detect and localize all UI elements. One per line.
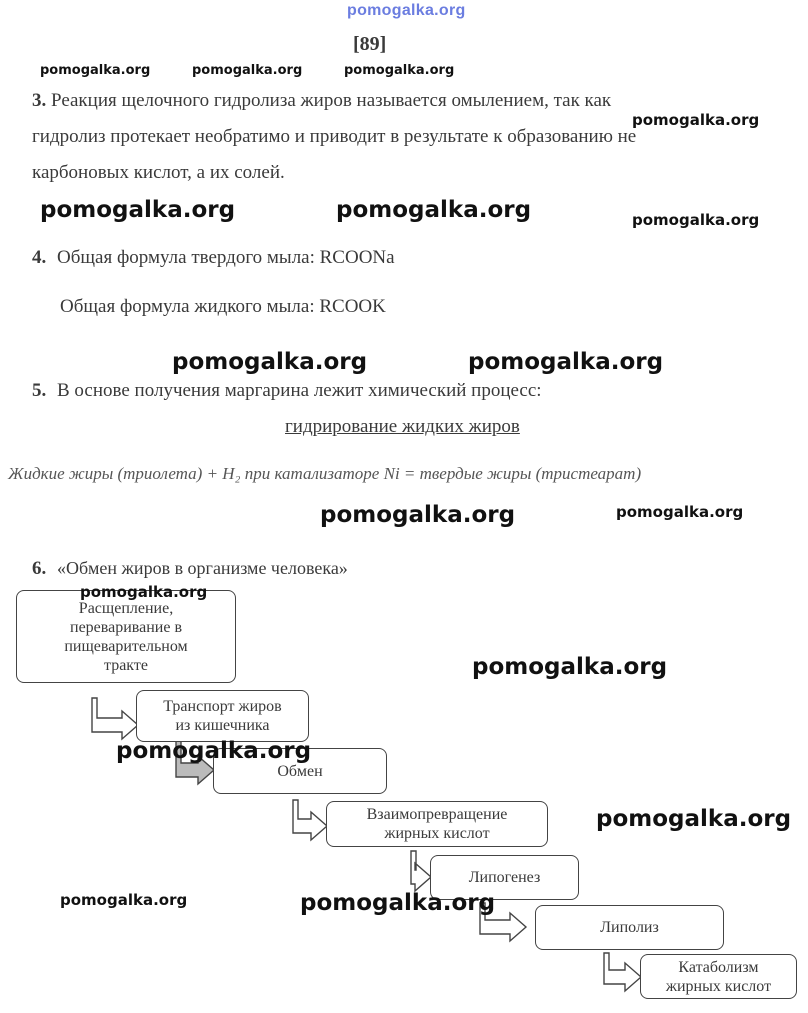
q4-number: 4. [32,247,47,268]
watermark: pomogalka.org [40,197,236,223]
watermark: pomogalka.org [116,738,312,764]
watermark: pomogalka.org [336,197,532,223]
site-header-link[interactable]: pomogalka.org [347,2,466,19]
watermark: pomogalka.org [60,891,188,909]
flow-step-label: Липолиз [600,919,659,936]
watermark: pomogalka.org [344,63,455,78]
watermark: pomogalka.org [468,349,664,375]
watermark: pomogalka.org [632,111,760,129]
flow-step-label: Катаболизм жирных кислот [665,958,772,995]
q3-text-line2: гидролиз протекает необратимо и приводит в результате к образованию не [32,126,637,147]
flow-arrow [92,698,138,739]
watermark: pomogalka.org [172,349,368,375]
q5-number: 5. [32,380,47,401]
watermark: pomogalka.org [80,583,208,601]
q5-answer: гидрирование жидких жиров [285,416,520,437]
q4-text-line1: Общая формула твердого мыла: RCOONa [57,247,395,268]
flow-arrow [604,953,641,991]
watermark: pomogalka.org [320,502,516,528]
flow-step-label: Взаимопревращение жирных кислот [366,806,508,842]
page-number: [89] [353,33,387,55]
watermark: pomogalka.org [472,654,668,680]
flow-step-label: Обмен [277,762,323,780]
flow-step-label: Транспорт жиров из кишечника [163,698,282,734]
flow-step-interconversion [326,801,548,847]
q5-text-line1: В основе получения маргарина лежит химический процесс: [57,380,542,401]
flow-step-label: Расщепление, переваривание в пищеварительном тракте [64,599,188,674]
watermark: pomogalka.org [300,890,496,916]
watermark: pomogalka.org [596,806,792,832]
q6-number: 6. [32,558,47,579]
flow-arrow [411,851,431,891]
flow-step-digestion [16,590,236,683]
flow-step-lipolysis [535,905,724,950]
flow-step-catabolism [640,954,797,999]
watermark: pomogalka.org [632,211,760,229]
q3-number: 3. [32,90,47,111]
watermark: pomogalka.org [192,63,303,78]
q5-equation: Жидкие жиры (триолета) + H₂ при катализаторе Ni = твердые жиры (тристеарат) [8,464,642,483]
flow-arrow [293,800,327,840]
watermark: pomogalka.org [40,63,151,78]
q6-title: «Обмен жиров в организме человека» [57,558,348,578]
q3-text-line1: Реакция щелочного гидролиза жиров называется омылением, так как [51,90,612,111]
q3-text-line3: карбоновых кислот, а их солей. [32,162,285,183]
watermark: pomogalka.org [616,503,744,521]
flow-step-transport [136,690,309,742]
flow-step-label: Липогенез [468,869,541,886]
q4-text-line2: Общая формула жидкого мыла: RCOOK [60,296,386,317]
